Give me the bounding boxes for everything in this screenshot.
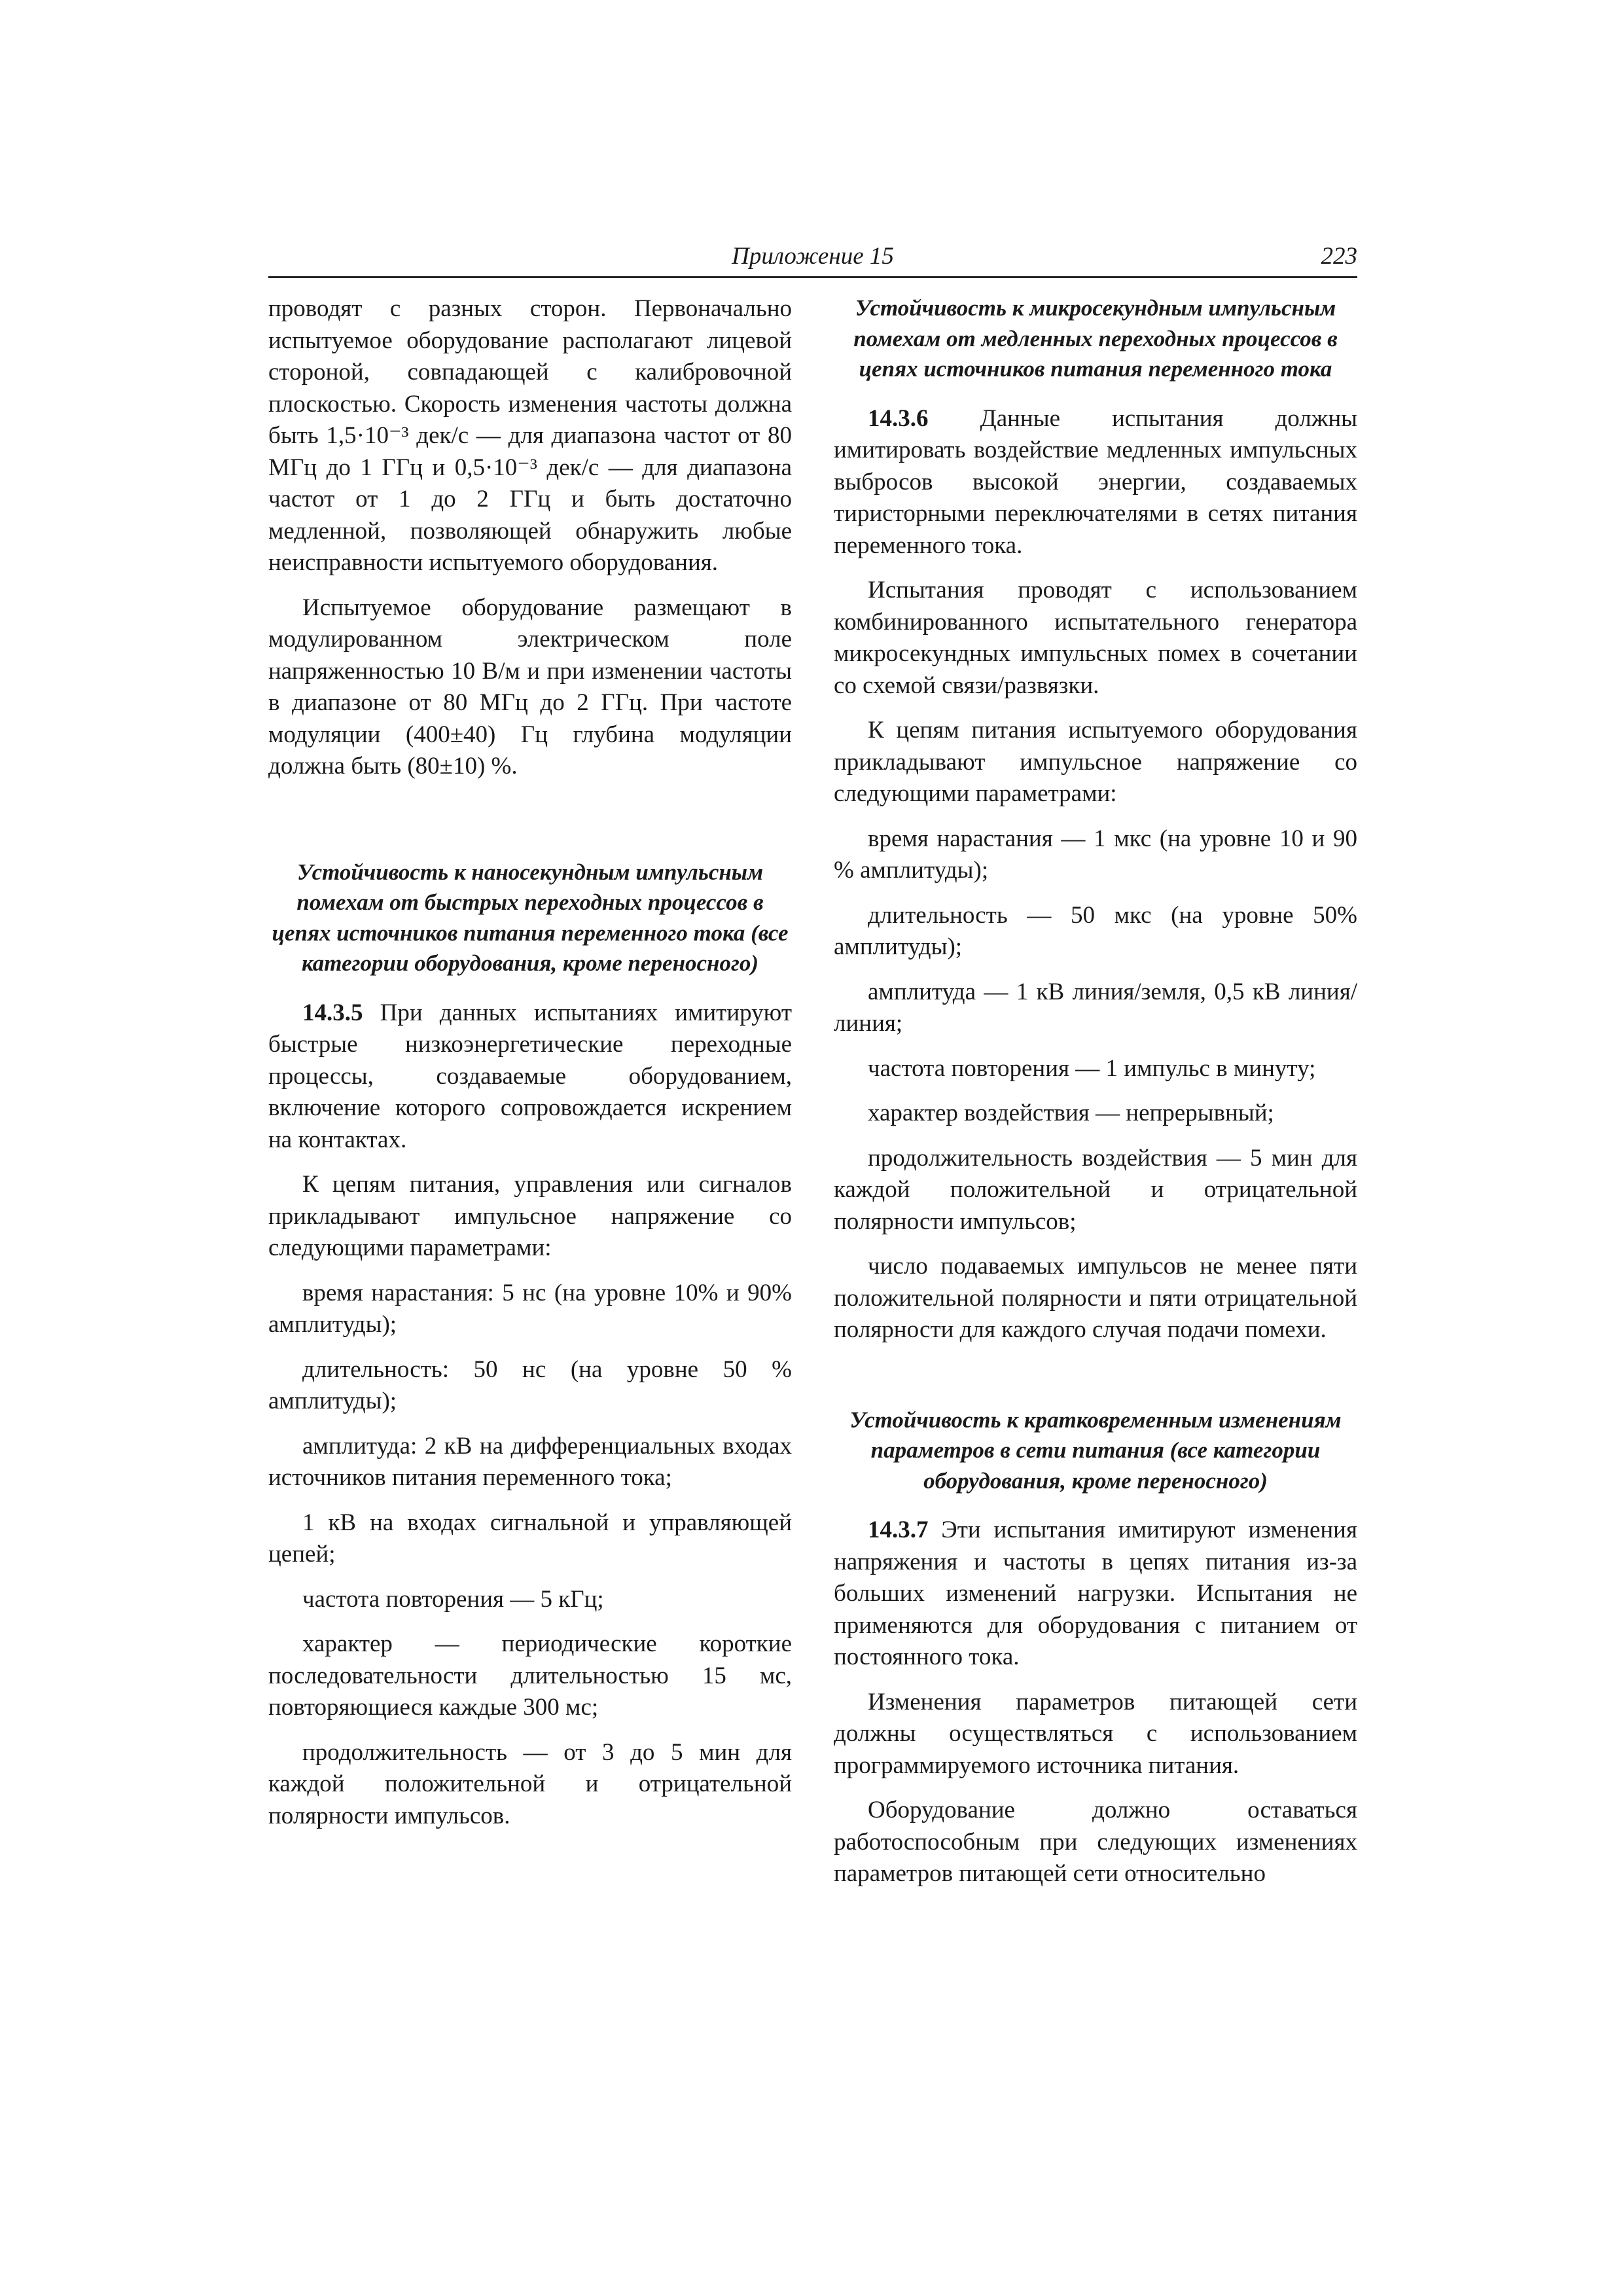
clause-text: Эти испытания имитируют изменения напряжения и частоты в цепях питания из-за больших изменений нагрузки. Испытания не применяются для оборудования с питанием от постоянного тока.	[834, 1516, 1357, 1670]
paragraph-field: Испытуемое оборудование размещают в модулированном электрическом поле напряженностью 10 В/м и при изменении частоты в диапазоне от 80 МГц до 2 ГГц. При частоте модуляции (400±40) Гц глубина модуляции должна быть (80±10) %.	[268, 594, 792, 780]
param-rise-time: время нарастания — 1 мкс (на уровне 10 и 90 % амплитуды);	[834, 825, 1357, 884]
paragraph-14-3-6	[834, 403, 1357, 562]
param-count: число подаваемых импульсов не менее пяти положительной полярности и пяти отрицательной полярности для каждого случая подачи помехи.	[834, 1253, 1357, 1343]
paragraph-continued: проводят с разных сторон. Первоначально испытуемое оборудование располагают лицевой стороной, совпадающей с калибровочной плоскостью. Скорость изменения частоты должна быть 1,5·10⁻³ дек/с — для диапазона частот от 80 МГц до 1 ГГц и 0,5·10⁻³ дек/с — для диапазона частот от 1 до 2 ГГц и быть достаточно медленной, позволяющей обнаружить любые неисправности испытуемого оборудования.	[268, 295, 792, 576]
param-character: характер — периодические короткие последовательности длительностью 15 мс, повторяющиеся каждые 300 мс;	[268, 1630, 792, 1721]
param-amplitude-signal: 1 кВ на входах сигнальной и управляющей цепей;	[268, 1509, 792, 1568]
paragraph-circuits: К цепям питания, управления или сигналов прикладывают импульсное напряжение со следующими параметрами:	[268, 1171, 792, 1261]
param-rise-time: время нарастания: 5 нс (на уровне 10% и 90% амплитуды);	[268, 1279, 792, 1338]
param-frequency: частота повторения — 5 кГц;	[302, 1585, 604, 1613]
param-duration: длительность: 50 нс (на уровне 50 % амплитуды);	[268, 1355, 792, 1414]
clause-number: 14.3.6	[868, 404, 929, 432]
section-heading-short-term: Устойчивость к кратковременным изменениям параметров в сети питания (все категории оборудования, кроме переносного)	[849, 1407, 1342, 1494]
clause-text: При данных испытаниях имитируют быстрые низкоэнергетические переходные процессы, создаваемые оборудованием, включение которого сопровождается искрением на контактах.	[268, 999, 792, 1153]
paragraph-changes: Изменения параметров питающей сети должны осуществляться с использованием программируемого источника питания.	[834, 1688, 1357, 1779]
param-amplitude: амплитуда: 2 кВ на дифференциальных входах источников питания переменного тока;	[268, 1432, 792, 1491]
param-length: продолжительность — от 3 до 5 мин для каждой положительной и отрицательной полярности импульсов.	[268, 1738, 792, 1829]
right-column	[834, 293, 1357, 1903]
page-number: 223	[1321, 243, 1357, 270]
clause-number: 14.3.7	[868, 1516, 929, 1543]
section-heading-microsecond: Устойчивость к микросекундным импульсным помехам от медленных переходных процессов в цепях источников питания переменного тока	[853, 295, 1338, 382]
paragraph-equipment: Оборудование должно оставаться работоспособным при следующих изменениях параметров питающей сети относительно	[834, 1797, 1357, 1887]
paragraph-14-3-7	[834, 1515, 1357, 1674]
paragraph-14-3-5	[268, 997, 792, 1157]
left-column	[268, 293, 792, 1845]
paragraph-tests: Испытания проводят с использованием комбинированного испытательного генератора микросекундных импульсных помех в сочетании со схемой связи/развязки.	[834, 577, 1357, 699]
param-frequency: частота повторения — 1 импульс в минуту;	[868, 1054, 1316, 1082]
param-character: характер воздействия — непрерывный;	[868, 1100, 1274, 1126]
param-length: продолжительность воздействия — 5 мин для каждой положительной и отрицательной полярности импульсов;	[834, 1144, 1357, 1235]
param-amplitude: амплитуда — 1 кВ линия/земля, 0,5 кВ линия/линия;	[834, 978, 1357, 1037]
paragraph-circuits: К цепям питания испытуемого оборудования прикладывают импульсное напряжение со следующими параметрами:	[834, 717, 1357, 807]
clause-number: 14.3.5	[302, 999, 363, 1026]
running-title: Приложение 15	[732, 243, 894, 270]
param-duration: длительность — 50 мкс (на уровне 50% амплитуды);	[834, 901, 1357, 960]
clause-text: Данные испытания должны имитировать воздействие медленных импульсных выбросов высокой энергии, создаваемых тиристорными переключателями в сетях питания переменного тока.	[834, 404, 1357, 559]
page-header	[268, 242, 1357, 278]
section-heading-nanosecond: Устойчивость к наносекундным импульсным помехам от быстрых переходных процессов в цепях источников питания переменного тока (все категории оборудования, кроме переносного)	[272, 859, 789, 976]
